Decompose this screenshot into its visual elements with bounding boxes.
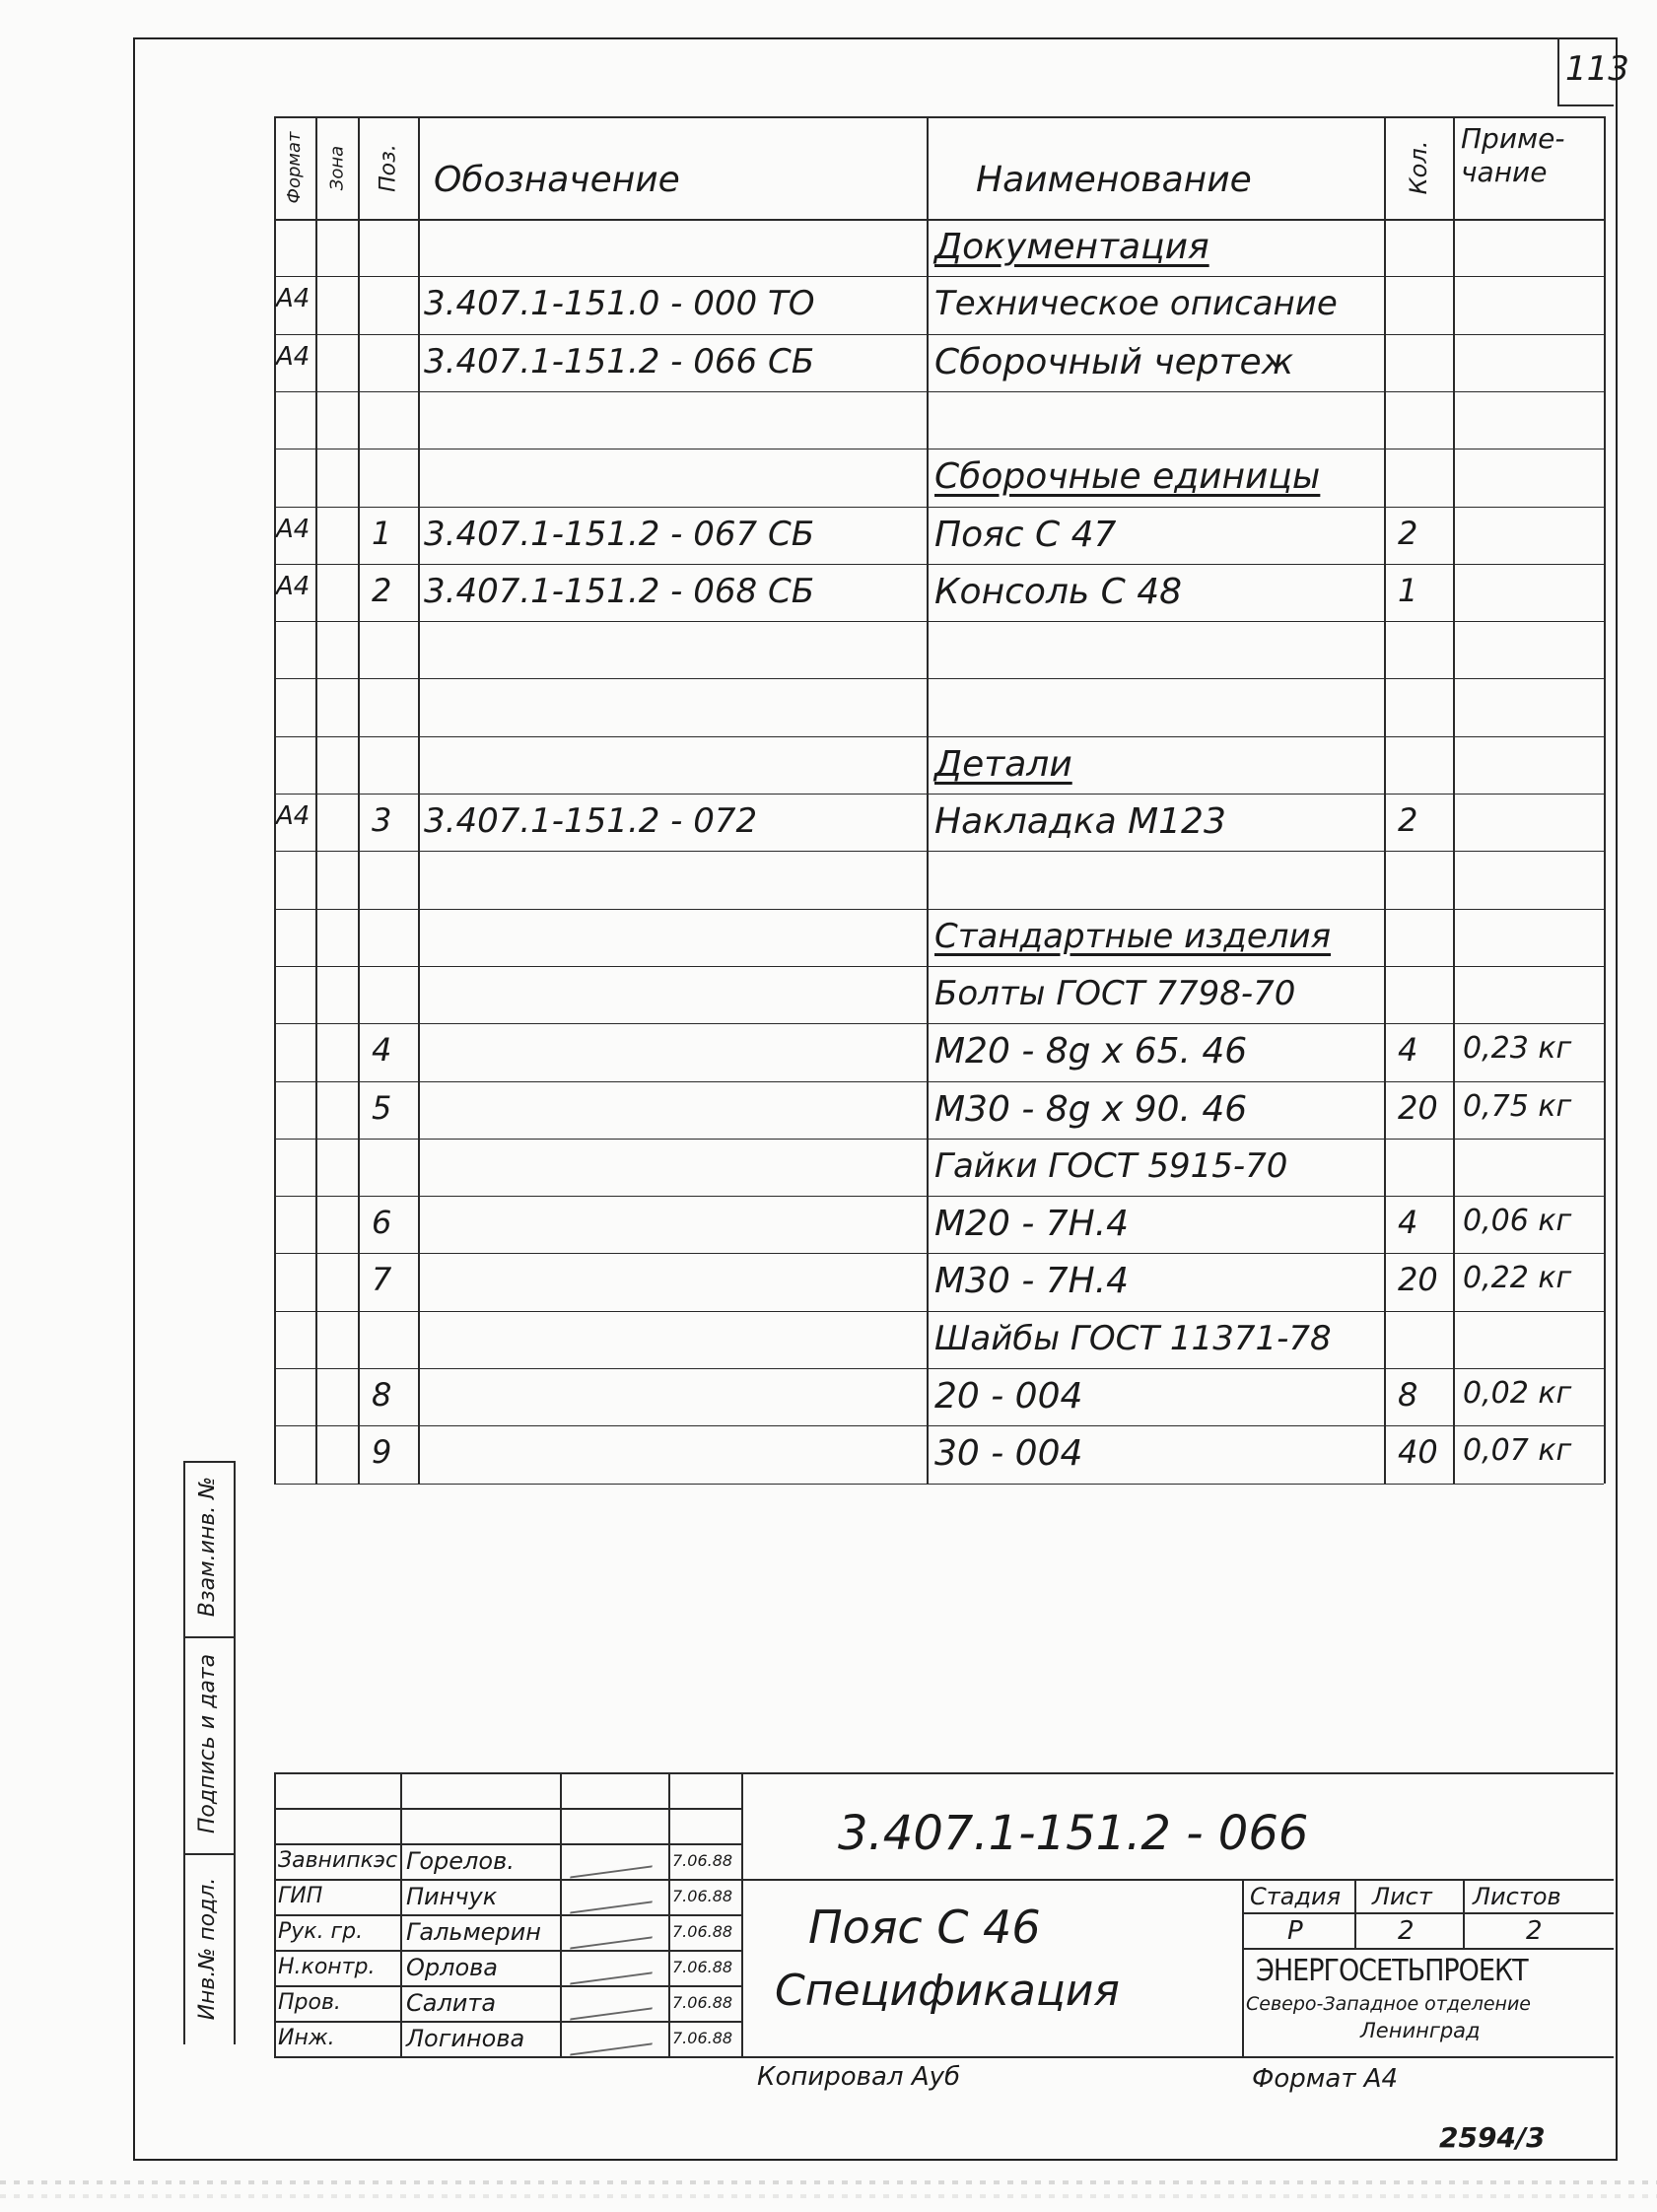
table-grid-line bbox=[358, 116, 360, 1484]
table-grid-line bbox=[274, 1311, 1604, 1312]
cell-name: Документация bbox=[934, 227, 1209, 267]
cell-qty: 4 bbox=[1398, 1204, 1418, 1242]
cell-name: Болты ГОСТ 7798-70 bbox=[934, 973, 1296, 1013]
cell-pos: 8 bbox=[372, 1376, 392, 1414]
column-header-designation: Обозначение bbox=[434, 160, 680, 200]
cell-name: 20 - 004 bbox=[934, 1376, 1083, 1417]
cell-qty: 2 bbox=[1398, 514, 1418, 552]
cell-name: Детали bbox=[934, 743, 1072, 785]
column-header-pos: Поз. bbox=[376, 143, 400, 192]
signer-role: Пров. bbox=[278, 1990, 341, 2015]
cell-name: Сборочный чертеж bbox=[934, 341, 1294, 382]
cell-designation: 3.407.1-151.2 - 066 СБ bbox=[424, 341, 815, 381]
side-strip-line bbox=[234, 1461, 236, 2044]
side-strip-line bbox=[183, 1636, 234, 1638]
signer-date: 7.06.88 bbox=[672, 2029, 733, 2047]
title-block-line bbox=[274, 1985, 741, 1987]
title-block-line bbox=[1242, 1912, 1614, 1914]
title-block-line bbox=[1354, 1879, 1356, 1948]
cell-note: 0,75 кг bbox=[1463, 1088, 1572, 1124]
cell-name: Накладка М123 bbox=[934, 801, 1226, 842]
sheet-value: 2 bbox=[1398, 1916, 1415, 1946]
signer-date: 7.06.88 bbox=[672, 1922, 733, 1941]
cell-pos: 1 bbox=[372, 514, 392, 552]
column-header-qty: Кол. bbox=[1405, 140, 1432, 195]
signer-role: Завнипкэс bbox=[278, 1848, 398, 1873]
title-block-line bbox=[1463, 1879, 1465, 1948]
page-number-box-line bbox=[1557, 104, 1614, 106]
table-grid-line bbox=[1384, 116, 1386, 1484]
inventory-number: 2594/3 bbox=[1439, 2121, 1546, 2154]
sheets-label: Листов bbox=[1473, 1883, 1561, 1910]
title-block-line bbox=[668, 1772, 670, 2056]
table-grid-line bbox=[274, 276, 1604, 277]
title-block-line bbox=[274, 1772, 276, 2056]
cell-designation: 3.407.1-151.0 - 000 ТО bbox=[424, 284, 815, 324]
table-grid-line bbox=[1604, 116, 1606, 1484]
cell-name: Стандартные изделия bbox=[934, 916, 1332, 956]
cell-pos: 9 bbox=[372, 1433, 392, 1472]
sheets-value: 2 bbox=[1526, 1916, 1543, 1946]
signer-role: ГИП bbox=[278, 1884, 323, 1908]
table-grid-line bbox=[274, 116, 1604, 118]
cell-pos: 3 bbox=[372, 801, 392, 839]
page-number: 113 bbox=[1565, 49, 1629, 89]
org-branch: Северо-Западное отделение bbox=[1246, 1993, 1531, 2015]
inv-original-label: Инв.№ подл. bbox=[195, 1877, 220, 2021]
side-strip-line bbox=[183, 1461, 185, 2044]
cell-format: А4 bbox=[276, 284, 311, 314]
table-grid-line bbox=[274, 219, 1604, 221]
table-grid-line bbox=[274, 909, 1604, 910]
signer-role: Инж. bbox=[278, 2026, 335, 2050]
title-block-line bbox=[560, 1772, 562, 2056]
table-grid-line bbox=[274, 1196, 1604, 1197]
table-grid-line bbox=[927, 116, 929, 1484]
cell-name: Техническое описание bbox=[934, 284, 1338, 324]
cell-name: Гайки ГОСТ 5915-70 bbox=[934, 1145, 1288, 1186]
cell-designation: 3.407.1-151.2 - 067 СБ bbox=[424, 514, 815, 554]
cell-name: 30 - 004 bbox=[934, 1433, 1083, 1475]
table-grid-line bbox=[274, 1139, 1604, 1140]
cell-pos: 7 bbox=[372, 1261, 392, 1299]
format-label: Формат А4 bbox=[1252, 2064, 1399, 2094]
table-grid-line bbox=[418, 116, 420, 1484]
cell-qty: 20 bbox=[1398, 1088, 1438, 1127]
cell-pos: 4 bbox=[372, 1031, 392, 1070]
cell-qty: 40 bbox=[1398, 1433, 1438, 1472]
cell-name: Шайбы ГОСТ 11371-78 bbox=[934, 1318, 1332, 1358]
cell-qty: 4 bbox=[1398, 1031, 1418, 1070]
cell-name: Пояс С 47 bbox=[934, 514, 1117, 555]
cell-qty: 1 bbox=[1398, 571, 1418, 609]
cell-name: М30 - 7Н.4 bbox=[934, 1261, 1130, 1302]
signer-date: 7.06.88 bbox=[672, 1958, 733, 1976]
signer-name: Салита bbox=[406, 1989, 497, 2017]
cell-note: 0,22 кг bbox=[1463, 1261, 1572, 1296]
page-number-box-line bbox=[1557, 37, 1559, 104]
cell-pos: 2 bbox=[372, 571, 392, 609]
signer-date: 7.06.88 bbox=[672, 1993, 733, 2012]
column-header-zone: Зона bbox=[326, 145, 347, 190]
inv-replace-label: Взам.инв. № bbox=[195, 1476, 220, 1618]
title-block-line bbox=[1242, 1948, 1614, 1950]
table-grid-line bbox=[274, 966, 1604, 967]
table-grid-line bbox=[274, 736, 1604, 737]
table-grid-line bbox=[274, 507, 1604, 508]
title-block-line bbox=[274, 1772, 1614, 1774]
cell-format: А4 bbox=[276, 571, 311, 601]
table-grid-line bbox=[274, 116, 276, 1484]
stage-value: Р bbox=[1287, 1916, 1303, 1946]
cell-name: Консоль С 48 bbox=[934, 571, 1182, 612]
column-header-note: Приме- чание bbox=[1461, 122, 1565, 188]
cell-note: 0,07 кг bbox=[1463, 1433, 1572, 1469]
cell-name: М20 - 8g х 65. 46 bbox=[934, 1031, 1248, 1072]
cell-note: 0,23 кг bbox=[1463, 1031, 1572, 1067]
table-grid-line bbox=[274, 678, 1604, 679]
title-block-line bbox=[1242, 1879, 1244, 2056]
cell-note: 0,06 кг bbox=[1463, 1204, 1572, 1239]
cell-pos: 6 bbox=[372, 1204, 392, 1242]
stage-label: Стадия bbox=[1250, 1883, 1342, 1910]
cell-name: Сборочные единицы bbox=[934, 456, 1321, 498]
org-name: ЭНЕРГОСЕТЬПРОЕКТ bbox=[1256, 1954, 1528, 1988]
column-header-name: Наименование bbox=[976, 160, 1252, 200]
signer-date: 7.06.88 bbox=[672, 1851, 733, 1870]
signer-name: Гальмерин bbox=[406, 1918, 541, 1946]
cell-designation: 3.407.1-151.2 - 068 СБ bbox=[424, 571, 815, 611]
table-grid-line bbox=[274, 564, 1604, 565]
cell-qty: 20 bbox=[1398, 1261, 1438, 1299]
table-grid-line bbox=[274, 1425, 1604, 1426]
cell-pos: 5 bbox=[372, 1088, 392, 1127]
signer-name: Горелов. bbox=[406, 1847, 515, 1875]
table-grid-line bbox=[274, 851, 1604, 852]
cell-designation: 3.407.1-151.2 - 072 bbox=[424, 801, 758, 841]
title-block-line bbox=[274, 2056, 1614, 2058]
table-grid-line bbox=[315, 116, 317, 1484]
table-grid-line bbox=[274, 794, 1604, 795]
cell-format: А4 bbox=[276, 514, 311, 544]
cell-name: М20 - 7Н.4 bbox=[934, 1204, 1130, 1245]
table-grid-line bbox=[274, 1253, 1604, 1254]
table-grid-line bbox=[274, 1081, 1604, 1082]
side-strip-line bbox=[183, 1461, 234, 1463]
table-grid-line bbox=[274, 391, 1604, 392]
sheet-label: Лист bbox=[1372, 1883, 1432, 1910]
signer-role: Н.контр. bbox=[278, 1955, 376, 1979]
cell-qty: 2 bbox=[1398, 801, 1418, 839]
signer-date: 7.06.88 bbox=[672, 1887, 733, 1905]
signer-name: Пинчук bbox=[406, 1883, 498, 1910]
signer-role: Рук. гр. bbox=[278, 1919, 364, 1944]
table-grid-line bbox=[274, 621, 1604, 622]
cell-name: М30 - 8g х 90. 46 bbox=[934, 1088, 1248, 1130]
copied-by: Копировал Ауб bbox=[757, 2062, 961, 2092]
org-city: Ленинград bbox=[1360, 2019, 1481, 2042]
title-block-line bbox=[400, 1772, 402, 2056]
cell-note: 0,02 кг bbox=[1463, 1376, 1572, 1411]
column-header-format: Формат bbox=[284, 131, 305, 204]
doc-number: 3.407.1-151.2 - 066 bbox=[838, 1806, 1309, 1861]
scan-noise bbox=[0, 2180, 1657, 2184]
title-line1: Пояс С 46 bbox=[808, 1901, 1041, 1954]
signer-name: Орлова bbox=[406, 1954, 498, 1981]
table-grid-line bbox=[1453, 116, 1455, 1484]
signature-date-label: Подпись и дата bbox=[195, 1653, 220, 1834]
table-grid-line bbox=[274, 1484, 1604, 1485]
cell-format: А4 bbox=[276, 801, 311, 831]
cell-qty: 8 bbox=[1398, 1376, 1418, 1414]
table-grid-line bbox=[274, 334, 1604, 335]
scan-noise bbox=[0, 2194, 1657, 2198]
table-grid-line bbox=[274, 1368, 1604, 1369]
signer-name: Логинова bbox=[406, 2025, 525, 2052]
cell-format: А4 bbox=[276, 341, 311, 372]
table-grid-line bbox=[274, 1023, 1604, 1024]
title-block-line bbox=[274, 1808, 741, 1810]
title-block-line bbox=[741, 1772, 743, 2056]
title-line2: Спецификация bbox=[775, 1966, 1120, 2016]
